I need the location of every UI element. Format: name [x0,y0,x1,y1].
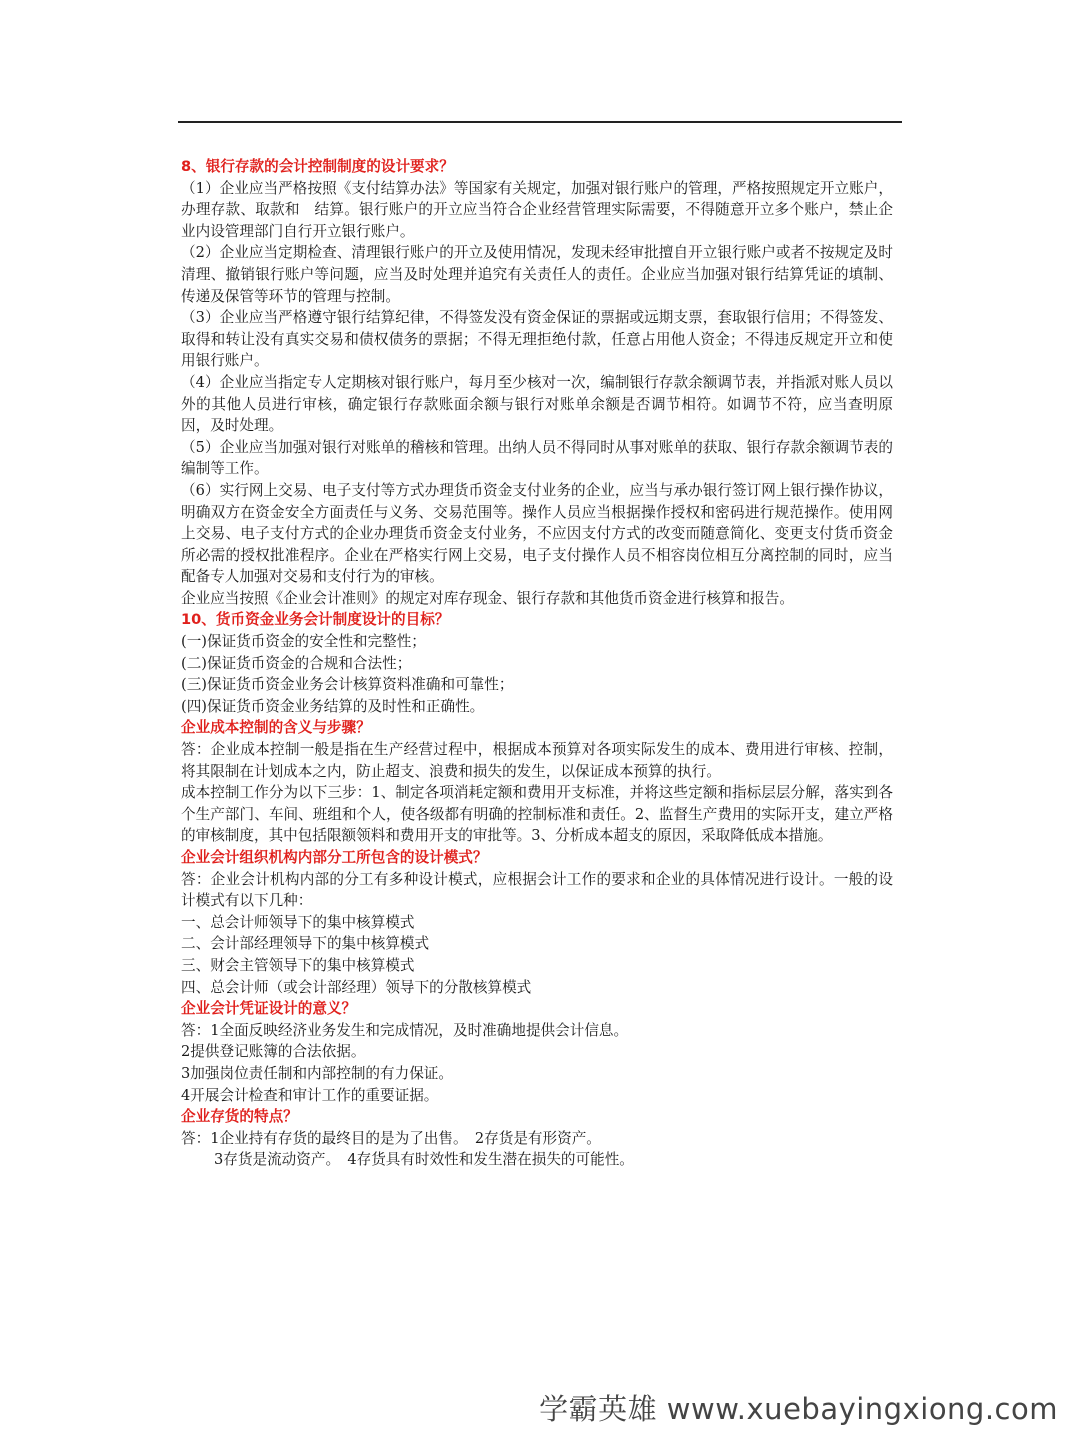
paragraph: （1）企业应当严格按照《支付结算办法》等国家有关规定，加强对银行账户的管理，严格按照规定开立账户，办理存款、取款和 结算。银行账户的开立应当符合企业经营管理实际需要，不得随意开立多个账户，禁止企业内设管理部门自行开立银行账户。 [181,179,893,240]
section-heading: 企业存货的特点？ [181,1108,298,1126]
list-item: (四)保证货币资金业务结算的及时性和正确性。 [181,697,485,715]
list-item: (二)保证货币资金的合规和合法性； [181,654,412,672]
list-item: 四、总会计师（或会计部经理）领导下的分散核算模式 [181,978,532,996]
list-item: 一、总会计师领导下的集中核算模式 [181,913,415,931]
list-item: 三、财会主管领导下的集中核算模式 [181,956,415,974]
document-body [181,156,893,1171]
paragraph: 答：企业成本控制一般是指在生产经营过程中，根据成本预算对各项实际发生的成本、费用进行审核、控制，将其限制在计划成本之内，防止超支、浪费和损失的发生，以保证成本预算的执行。 [181,741,893,780]
section-heading: 企业会计凭证设计的意义？ [181,1000,357,1018]
paragraph: （6）实行网上交易、电子支付等方式办理货币资金支付业务的企业，应当与承办银行签订网上银行操作协议，明确双方在资金安全方面责任与义务、交易范围等。操作人员应当根据操作授权和密码进行规范操作。使用网上交易、电子支付方式的企业办理货币资金支付业务，不应因支付方式的改变而随意简化、变更支付货币资金所必需的授权批准程序。企业在严格实行网上交易，电子支付操作人员不相容岗位相互分离控制的同时，应当配备专人加强对交易和支付行为的审核。 [181,481,893,586]
list-item: (三)保证货币资金业务会计核算资料准确和可靠性； [181,676,514,694]
list-item: 3存货是流动资产。 4存货具有时效性和发生潜在损失的可能性。 [214,1151,634,1169]
section-heading: 企业成本控制的含义与步骤？ [181,719,371,737]
paragraph: 答：企业会计机构内部的分工有多种设计模式，应根据会计工作的要求和企业的具体情况进行设计。一般的设计模式有以下几种： [181,870,893,910]
paragraph: （3）企业应当严格遵守银行结算纪律，不得签发没有资金保证的票据或远期支票，套取银行信用；不得签发、取得和转让没有真实交易和债权债务的票据；不得无理拒绝付款，任意占用他人资金；不得违反规定开立和使用银行账户。 [181,309,893,370]
section-heading: 8、银行存款的会计控制制度的设计要求？ [181,158,454,175]
list-item: 答：1企业持有存货的最终目的是为了出售。 2存货是有形资产。 [181,1129,601,1147]
paragraph: 成本控制工作分为以下三步：1、制定各项消耗定额和费用开支标准，并将这些定额和指标层层分解，落实到各个生产部门、车间、班组和个人，使各级都有明确的控制标准和责任。2、监督生产费用的实际开支，建立严格的审核制度，其中包括限额领料和费用开支的审批等。3、分析成本超支的原因，采取降低成本措施。 [181,784,893,845]
paragraph: （2）企业应当定期检查、清理银行账户的开立及使用情况，发现未经审批擅自开立银行账户或者不按规定及时清理、撤销银行账户等问题，应当及时处理并追究有关责任人的责任。企业应当加强对银行结算凭证的填制、传递及保管等环节的管理与控制。 [181,244,893,305]
paragraph: 企业应当按照《企业会计准则》的规定对库存现金、银行存款和其他货币资金进行核算和报告。 [181,589,794,607]
list-item: 二、会计部经理领导下的集中核算模式 [181,935,430,953]
paragraph: （5）企业应当加强对银行对账单的稽核和管理。出纳人员不得同时从事对账单的获取、银行存款余额调节表的编制等工作。 [181,438,893,478]
section-heading: 企业会计组织机构内部分工所包含的设计模式？ [181,849,488,866]
header-rule [178,121,902,123]
list-item: (一)保证货币资金的安全性和完整性； [181,633,426,651]
list-item: 2提供登记账簿的合法依据。 [181,1043,366,1061]
section-heading: 10、货币资金业务会计制度设计的目标？ [181,611,450,629]
paragraph: （4）企业应当指定专人定期核对银行账户，每月至少核对一次，编制银行存款余额调节表，并指派对账人员以外的其他人员进行审核，确定银行存款账面余额与银行对账单余额是否调节相符。如调节不符，应当查明原因，及时处理。 [181,373,893,435]
list-item: 4开展会计检查和审计工作的重要证据。 [181,1086,439,1104]
list-item: 答：1全面反映经济业务发生和完成情况，及时准确地提供会计信息。 [181,1021,629,1039]
list-item: 3加强岗位责任制和内部控制的有力保证。 [181,1064,453,1082]
watermark: 学霸英雄 www.xuebayingxiong.com [539,1392,1058,1426]
